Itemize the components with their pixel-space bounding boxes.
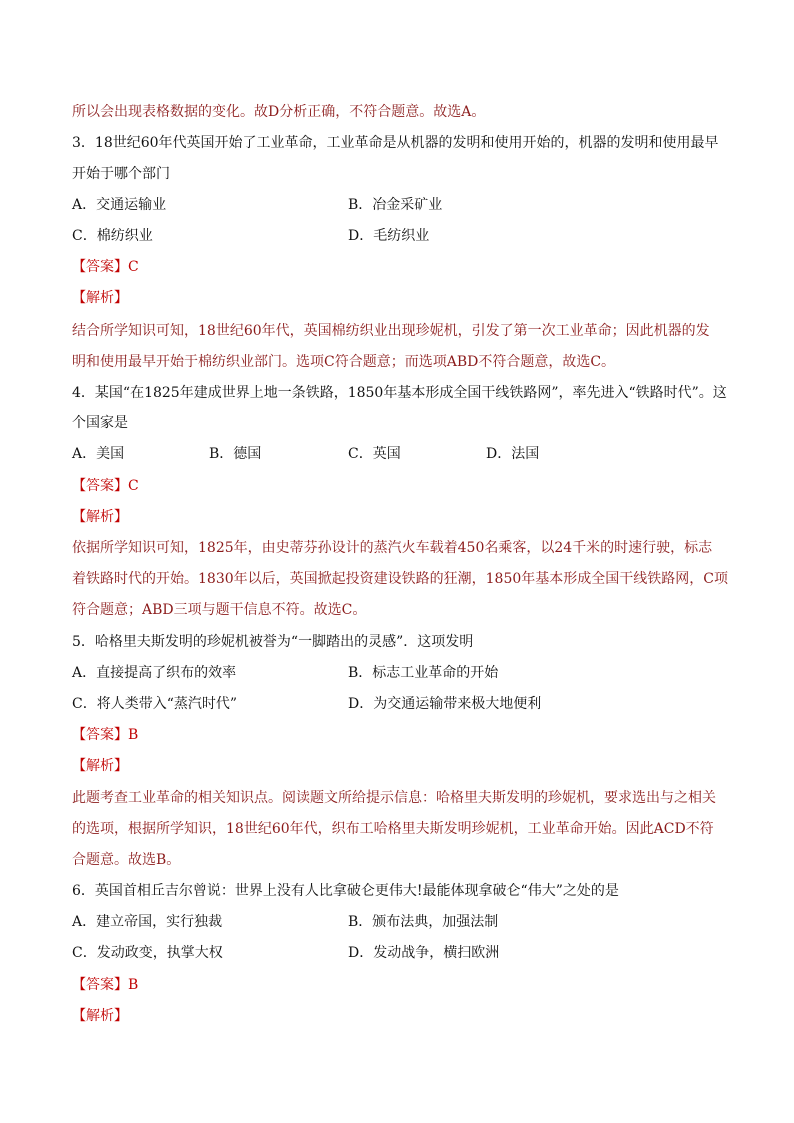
q4-option-a: A．美国 <box>72 446 125 462</box>
q5-option-b: B．标志工业革命的开始 <box>348 665 499 681</box>
q3-stem-line-1: 3．18世纪60年代英国开始了工业革命，工业革命是从机器的发明和使用开始的，机器的发明和使用最早 <box>72 135 719 151</box>
q6-option-b: B．颁布法典，加强法制 <box>348 914 499 930</box>
q4-option-b: B．德国 <box>209 446 262 462</box>
q5-explanation-line-2: 的选项，根据所学知识，18世纪60年代，织布工哈格里夫斯发明珍妮机，工业革命开始。因此ACD不符 <box>72 821 714 837</box>
q6-analysis-label: 【解析】 <box>72 1008 128 1024</box>
q4-option-d: D．法国 <box>486 446 540 462</box>
q6-option-d: D．发动战争，横扫欧洲 <box>348 945 500 961</box>
q3-explanation-line-1: 结合所学知识可知，18世纪60年代，英国棉纺织业出现珍妮机，引发了第一次工业革命；因此机器的发 <box>72 323 710 339</box>
q3-option-b: B．冶金采矿业 <box>348 197 443 213</box>
q3-option-d: D．毛纺织业 <box>348 228 430 244</box>
q5-explanation-line-3: 合题意。故选B。 <box>72 852 181 868</box>
q4-analysis-label: 【解析】 <box>72 509 128 525</box>
q3-explanation-line-2: 明和使用最早开始于棉纺织业部门。选项C符合题意；而选项ABD不符合题意，故选C。 <box>72 354 616 370</box>
q5-option-c: C．将人类带入“蒸汽时代” <box>72 696 238 712</box>
q4-explanation-line-3: 符合题意；ABD三项与题干信息不符。故选C。 <box>72 602 367 618</box>
q4-explanation-line-2: 着铁路时代的开始。1830年以后，英国掀起投资建设铁路的狂潮，1850年基本形成全国干线铁路网，C项 <box>72 571 728 587</box>
q4-stem-line-1: 4．某国“在1825年建成世界上地一条铁路，1850年基本形成全国干线铁路网”，率先进入“铁路时代”。这 <box>72 385 727 401</box>
q5-option-d: D．为交通运输带来极大地便利 <box>348 696 542 712</box>
q3-analysis-label: 【解析】 <box>72 290 128 306</box>
q3-option-c: C．棉纺织业 <box>72 228 153 244</box>
q3-stem-line-2: 开始于哪个部门 <box>72 166 170 182</box>
q3-option-a: A．交通运输业 <box>72 197 167 213</box>
q5-answer: 【答案】B <box>72 727 139 743</box>
q6-option-c: C．发动政变，执掌大权 <box>72 945 223 961</box>
q3-answer: 【答案】C <box>72 259 139 275</box>
q5-option-a: A．直接提高了织布的效率 <box>72 665 237 681</box>
q4-answer: 【答案】C <box>72 478 139 494</box>
q5-analysis-label: 【解析】 <box>72 758 128 774</box>
q6-stem-line-1: 6．英国首相丘吉尔曾说：世界上没有人比拿破仑更伟大!最能体现拿破仑“伟大”之处的是 <box>72 883 619 899</box>
q6-option-a: A．建立帝国，实行独裁 <box>72 914 223 930</box>
q6-answer: 【答案】B <box>72 977 139 993</box>
q4-option-c: C．英国 <box>348 446 401 462</box>
intro-explanation-line: 所以会出现表格数据的变化。故D分析正确，不符合题意。故选A。 <box>72 104 486 120</box>
q4-stem-line-2: 个国家是 <box>72 415 128 431</box>
q5-explanation-line-1: 此题考查工业革命的相关知识点。阅读题文所给提示信息：哈格里夫斯发明的珍妮机，要求选出与之相关 <box>72 790 716 806</box>
q5-stem-line-1: 5．哈格里夫斯发明的珍妮机被誉为“一脚踏出的灵感”．这项发明 <box>72 634 474 650</box>
q4-explanation-line-1: 依据所学知识可知，1825年，由史蒂芬孙设计的蒸汽火车载着450名乘客，以24千米的时速行驶，标志 <box>72 540 713 556</box>
